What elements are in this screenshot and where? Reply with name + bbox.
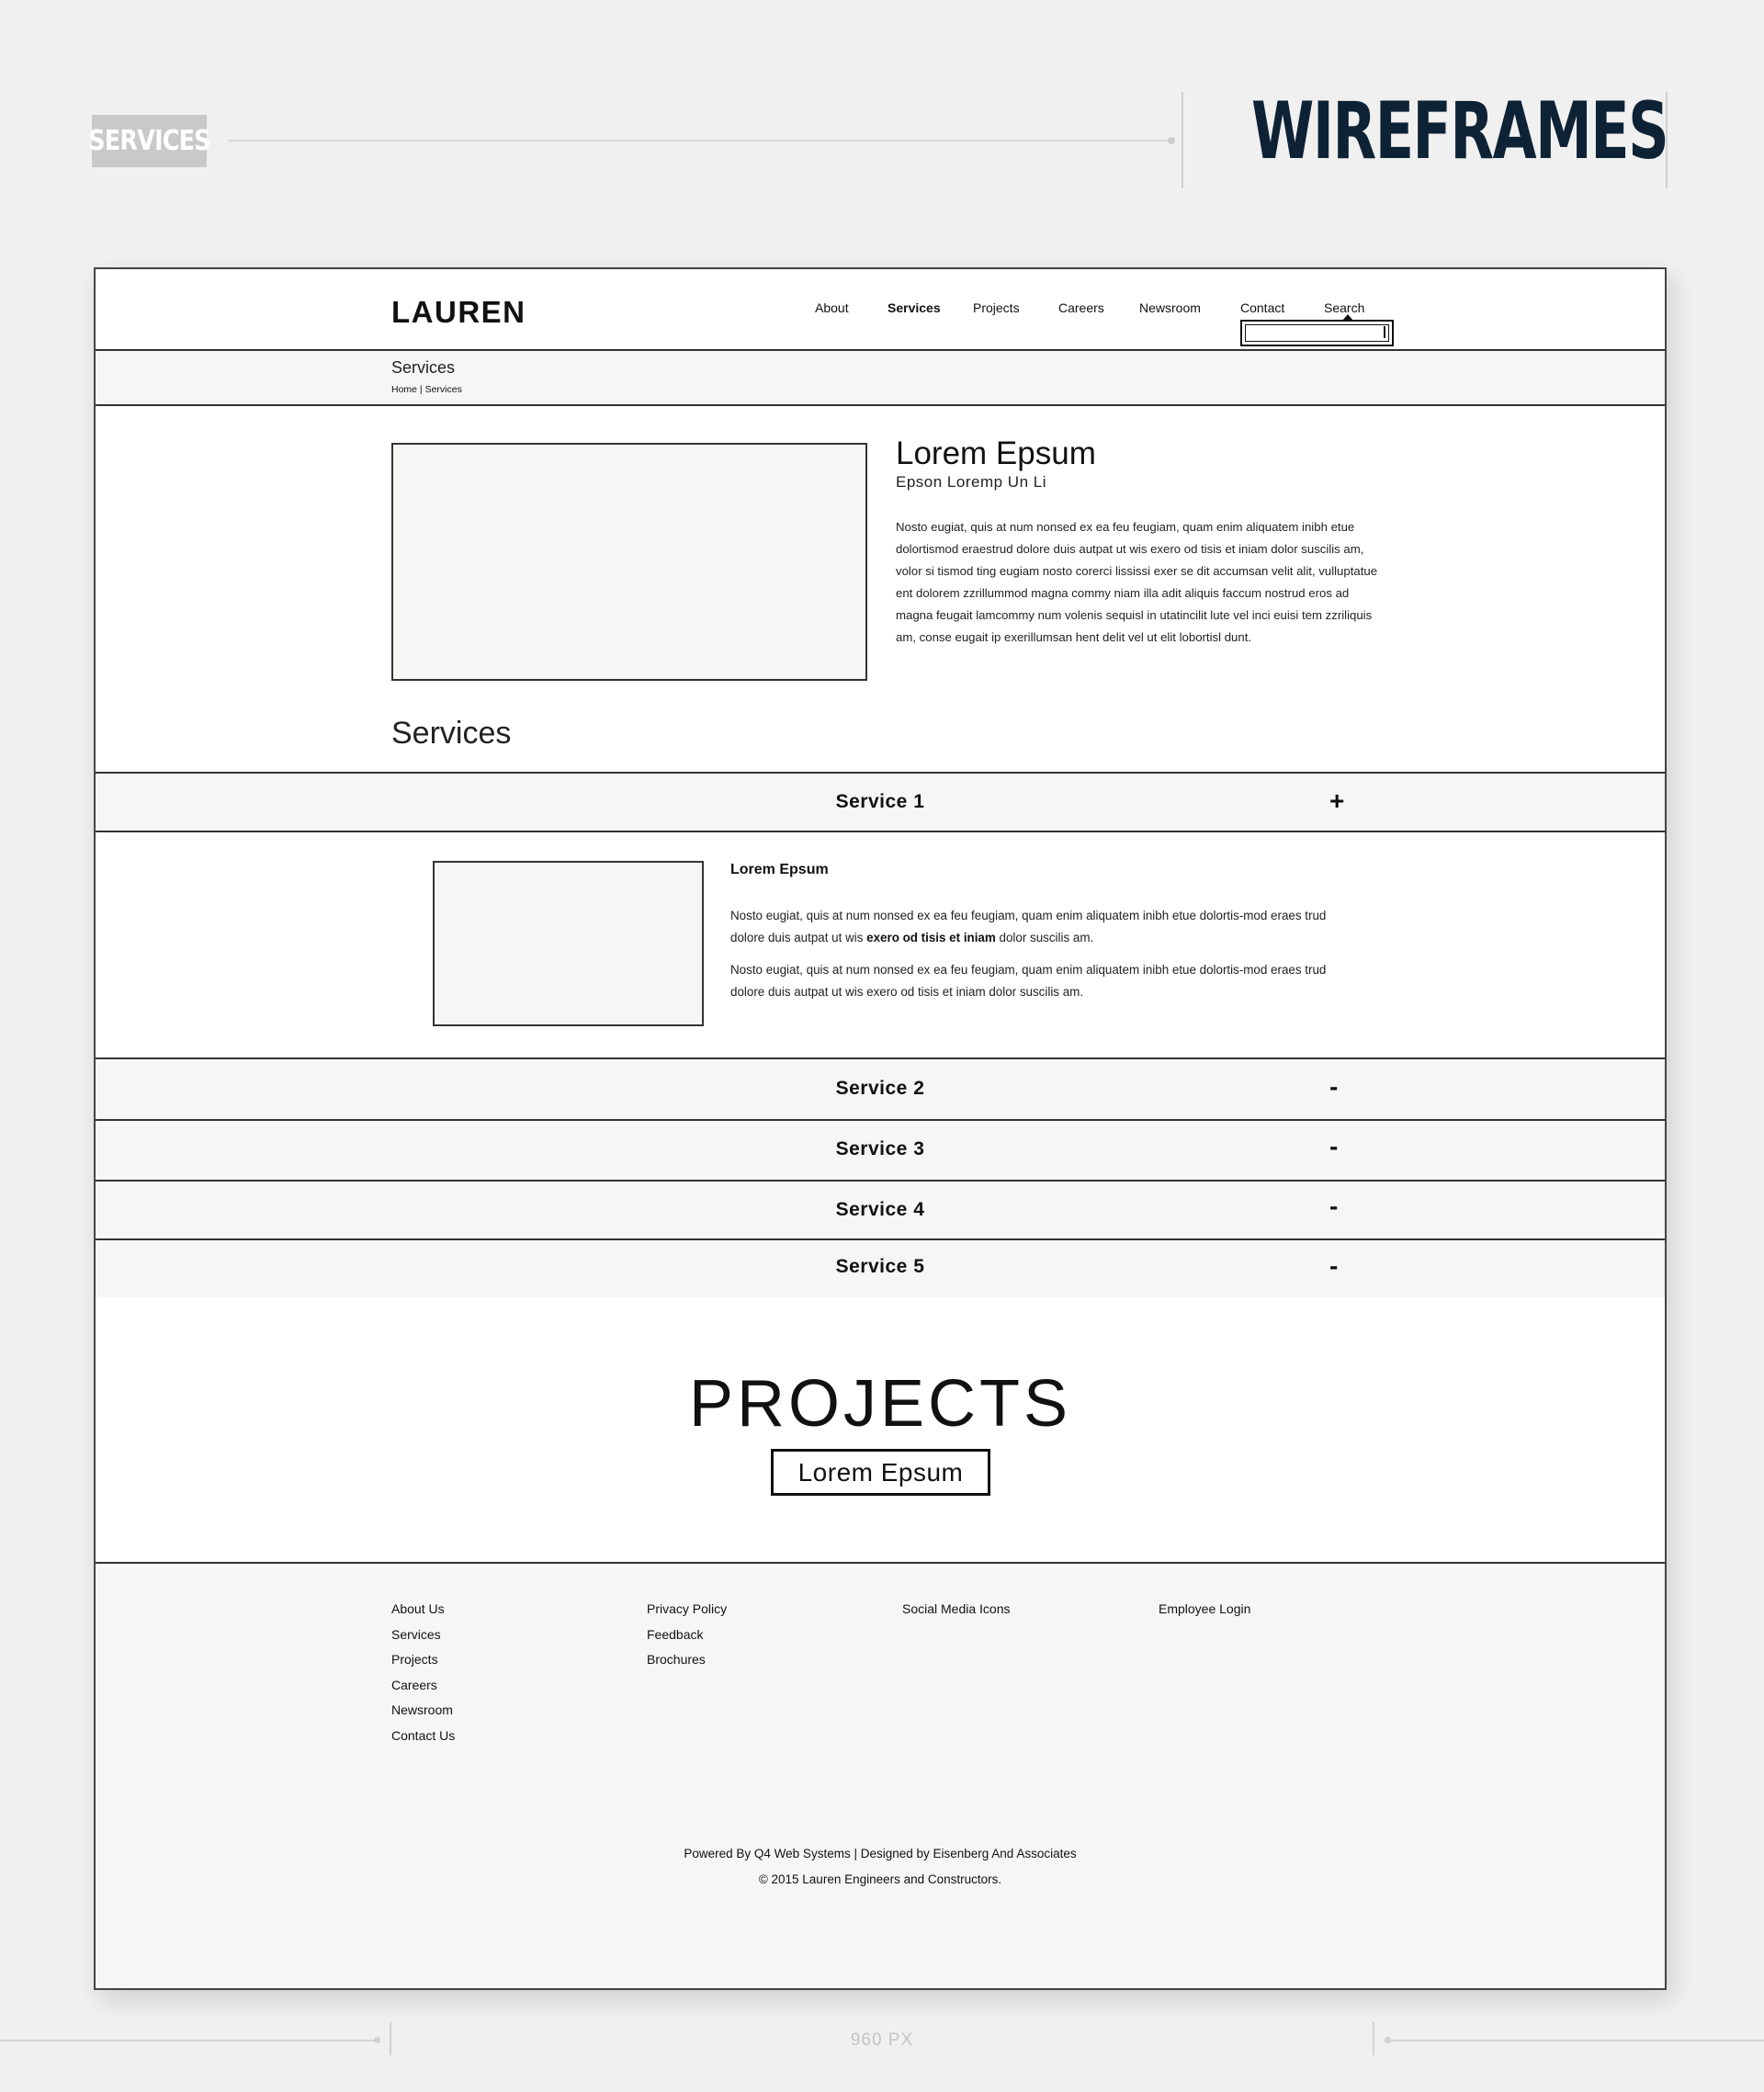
collapse-icon[interactable]: - xyxy=(1329,1132,1339,1160)
footer-link-about-us[interactable]: About Us xyxy=(391,1601,445,1616)
expand-icon[interactable]: + xyxy=(1329,786,1345,815)
wireframe-frame xyxy=(94,267,1667,1990)
services-heading: Services xyxy=(391,716,512,751)
breadcrumb-current: Services xyxy=(424,384,462,395)
service-p1-text: Nosto eugiat, quis at num nonsed ex ea feu feugiam, quam enim aliquatem inibh etue dolortis-mod eraes trud dolore duis autpat ut wis xyxy=(730,909,1327,944)
footer-link-employee-login[interactable]: Employee Login xyxy=(1159,1601,1251,1616)
breadcrumb-bar xyxy=(96,351,1665,406)
footer-link-contact-us[interactable]: Contact Us xyxy=(391,1727,456,1743)
presentation-title: WIREFRAMES xyxy=(1251,85,1668,177)
accordion-service-4[interactable] xyxy=(96,1182,1665,1240)
intro-subtitle: Epson Loremp Un Li xyxy=(896,473,1046,491)
header-rule xyxy=(229,140,1172,141)
footer-social-media-icons[interactable]: Social Media Icons xyxy=(902,1601,1011,1616)
projects-section xyxy=(96,1297,1665,1564)
nav-item-careers[interactable]: Careers xyxy=(1058,300,1104,315)
footer-credits: Powered By Q4 Web Systems | Designed by Eisenberg And Associates xyxy=(684,1847,1077,1860)
accordion-service-2[interactable] xyxy=(96,1061,1665,1121)
footer-link-careers[interactable]: Careers xyxy=(391,1677,437,1692)
footer-link-feedback[interactable]: Feedback xyxy=(647,1626,704,1642)
projects-title: PROJECTS xyxy=(688,1367,1072,1441)
breadcrumb-separator: | xyxy=(417,384,425,395)
footer-column-3 xyxy=(902,1597,1011,1623)
accordion-panel-service-1 xyxy=(96,832,1665,1059)
footer-link-newsroom[interactable]: Newsroom xyxy=(391,1702,453,1717)
accordion-service-3[interactable] xyxy=(96,1121,1665,1182)
accordion-service-5[interactable] xyxy=(96,1240,1665,1299)
collapse-icon[interactable]: - xyxy=(1329,1072,1339,1101)
ruler-bar-right xyxy=(1373,2022,1374,2055)
intro-body: Nosto eugiat, quis at num nonsed ex ea feu feugiam, quam enim aliquatem inibh etue dolortismod eraestrud dolore duis autpat ut wis exero od tisis et iniam dolor suscilis am, volor si tismod ting eugiam nosto corerci lississi exer se dit accumsan velit alit, vulluptatue ent dolorem zzrillummod magna commy niam illa adit aliquis faccum nostrud eros ad magna feugait lamcommy num volenis sequisl in utatincilit lute vel inci euisi tem zzriliquis am, conse eugait ip exerillumsan hent delit vel ut elit lobortisl dunt. xyxy=(896,520,1378,644)
service-p1-bold: exero od tisis et iniam xyxy=(866,931,996,944)
page-title: Services xyxy=(391,358,456,377)
nav-item-contact[interactable]: Contact xyxy=(1240,300,1285,315)
breadcrumb-home[interactable]: Home xyxy=(391,384,418,395)
collapse-icon[interactable]: - xyxy=(1329,1192,1339,1220)
breadcrumb xyxy=(391,384,462,395)
section-tag: SERVICES xyxy=(92,115,207,167)
accordion-label: Service 1 xyxy=(835,791,925,812)
service-paragraph-1 xyxy=(730,905,1337,949)
footer-link-brochures[interactable]: Brochures xyxy=(647,1652,706,1667)
footer-link-projects[interactable]: Projects xyxy=(391,1652,438,1667)
header-divider-left xyxy=(1182,92,1183,188)
width-label: 960 PX xyxy=(850,2030,914,2050)
text-cursor xyxy=(1384,326,1385,338)
accordion-label: Service 4 xyxy=(835,1199,925,1220)
service-p1-end: dolor suscilis am. xyxy=(995,931,1094,944)
nav-item-newsroom[interactable]: Newsroom xyxy=(1139,300,1201,315)
nav-item-about[interactable]: About xyxy=(815,300,849,315)
footer-link-services[interactable]: Services xyxy=(391,1626,441,1642)
accordion-label: Service 3 xyxy=(835,1138,925,1159)
site-footer xyxy=(96,1564,1665,1990)
nav-item-search[interactable]: Search xyxy=(1324,300,1365,315)
footer-link-privacy-policy[interactable]: Privacy Policy xyxy=(647,1601,728,1616)
service-image-placeholder xyxy=(433,861,704,1026)
header-rule-dot xyxy=(1168,137,1175,144)
nav-item-projects[interactable]: Projects xyxy=(973,300,1020,315)
intro-title: Lorem Epsum xyxy=(896,435,1096,471)
nav-item-services[interactable]: Services xyxy=(888,300,941,315)
site-logo[interactable]: LAUREN xyxy=(391,295,526,329)
ruler-line-right xyxy=(1389,2040,1764,2041)
footer-copyright: © 2015 Lauren Engineers and Constructors. xyxy=(758,1872,1002,1886)
search-input[interactable] xyxy=(1240,320,1394,346)
footer-column-2 xyxy=(647,1597,727,1673)
site-header xyxy=(96,269,1665,351)
service-paragraph-2: Nosto eugiat, quis at num nonsed ex ea feu feugiam, quam enim aliquatem inibh etue dolortis-mod eraes trud dolore duis autpat ut wis exero od tisis et iniam dolor suscilis am. xyxy=(730,963,1327,999)
footer-column-1 xyxy=(391,1597,455,1748)
accordion-label: Service 5 xyxy=(835,1256,925,1277)
collapse-icon[interactable]: - xyxy=(1329,1251,1339,1280)
accordion-service-1[interactable] xyxy=(96,772,1665,832)
footer-column-4 xyxy=(1159,1597,1250,1623)
intro-image-placeholder xyxy=(391,443,867,681)
projects-button[interactable]: Lorem Epsum xyxy=(771,1449,990,1496)
search-input-inner xyxy=(1245,324,1389,342)
accordion-label: Service 2 xyxy=(835,1078,925,1099)
service-title: Lorem Epsum xyxy=(730,862,829,877)
